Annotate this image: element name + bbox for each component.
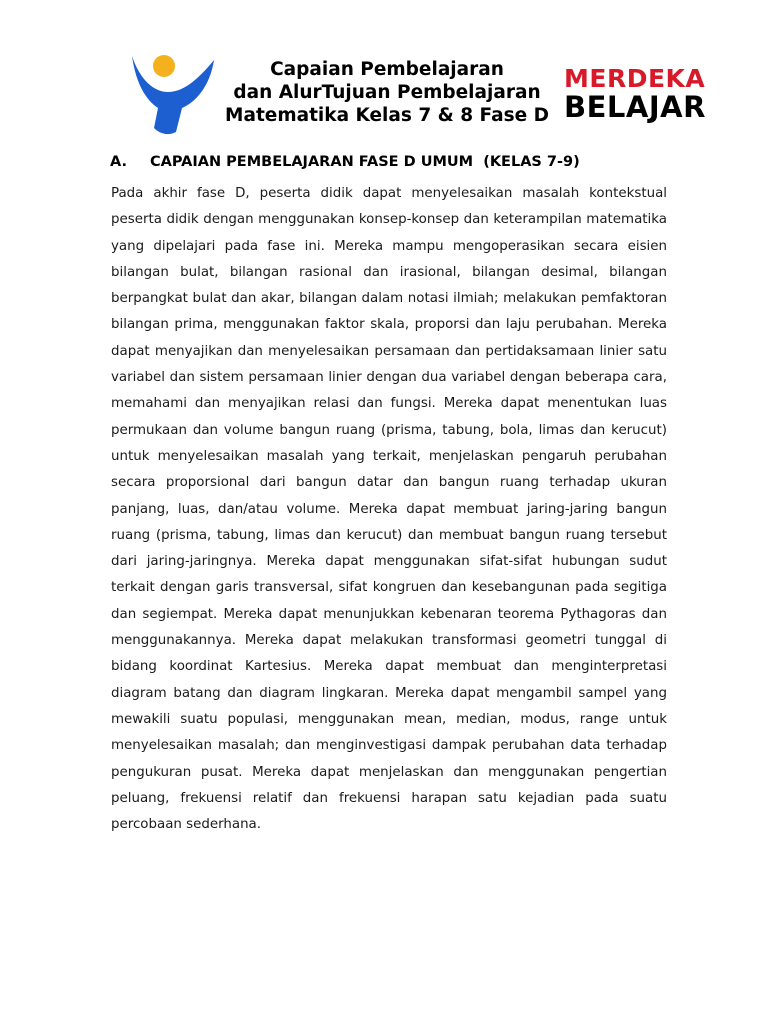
section-heading [110,154,580,170]
brand-merdeka-text: MERDEKA [564,64,706,93]
logo-svg [128,48,218,138]
logo-head-circle [153,55,175,77]
title-line-3: Matematika Kelas 7 & 8 Fase D [225,105,549,126]
document-title [212,58,562,127]
document-header [0,0,768,150]
kemendikbud-figure-logo-icon [128,48,218,138]
title-line-1: Capaian Pembelajaran [270,59,504,80]
title-line-2: dan AlurTujuan Pembelajaran [233,82,541,103]
section-letter: A. [110,154,127,170]
section-heading-text: CAPAIAN PEMBELAJARAN FASE D UMUM (KELAS 7-9) [150,154,580,170]
section-paragraph: Pada akhir fase D, peserta didik dapat menyelesaikan masalah kontekstual peserta didik dengan menggunakan konsep-konsep dan keterampilan matematika yang dipelajari pada fase ini. Mereka mampu mengoperasikan secara eisien bilangan bulat, bilangan rasional dan irasional, bilangan desimal, bilangan berpangkat bulat dan akar, bilangan dalam notasi ilmiah; melakukan pemfaktoran bilangan prima, menggunakan faktor skala, proporsi dan laju perubahan. Mereka dapat menyajikan dan menyelesaikan persamaan dan pertidaksamaan linier satu variabel dan sistem persamaan linier dengan dua variabel dengan beberapa cara, memahami dan menyajikan relasi dan fungsi. Mereka dapat menentukan luas permukaan dan volume bangun ruang (prisma, tabung, bola, limas dan kerucut) untuk menyelesaikan masalah yang terkait, menjelaskan pengaruh perubahan secara proporsional dari bangun datar dan bangun ruang terhadap ukuran panjang, luas, dan/atau volume. Mereka dapat membuat jaring-jaring bangun ruang (prisma, tabung, limas dan kerucut) dan membuat bangun ruang tersebut dari jaring-jaringnya. Mereka dapat menggunakan sifat-sifat hubungan sudut terkait dengan garis transversal, sifat kongruen dan kesebangunan pada segitiga dan segiempat. Mereka dapat menunjukkan kebenaran teorema Pythagoras dan menggunakannya. Mereka dapat melakukan transformasi geometri tunggal di bidang koordinat Kartesius. Mereka dapat membuat dan menginterpretasi diagram batang dan diagram lingkaran. Mereka dapat mengambil sampel yang mewakili suatu populasi, menggunakan mean, median, modus, range untuk menyelesaikan masalah; dan menginvestigasi dampak perubahan data terhadap pengukuran pusat. Mereka dapat menjelaskan dan menggunakan pengertian peluang, frekuensi relatif dan frekuensi harapan satu kejadian pada suatu percobaan sederhana. [111,186,667,833]
brand-belajar-text: BELAJAR [564,90,706,124]
merdeka-belajar-logo [564,66,704,122]
